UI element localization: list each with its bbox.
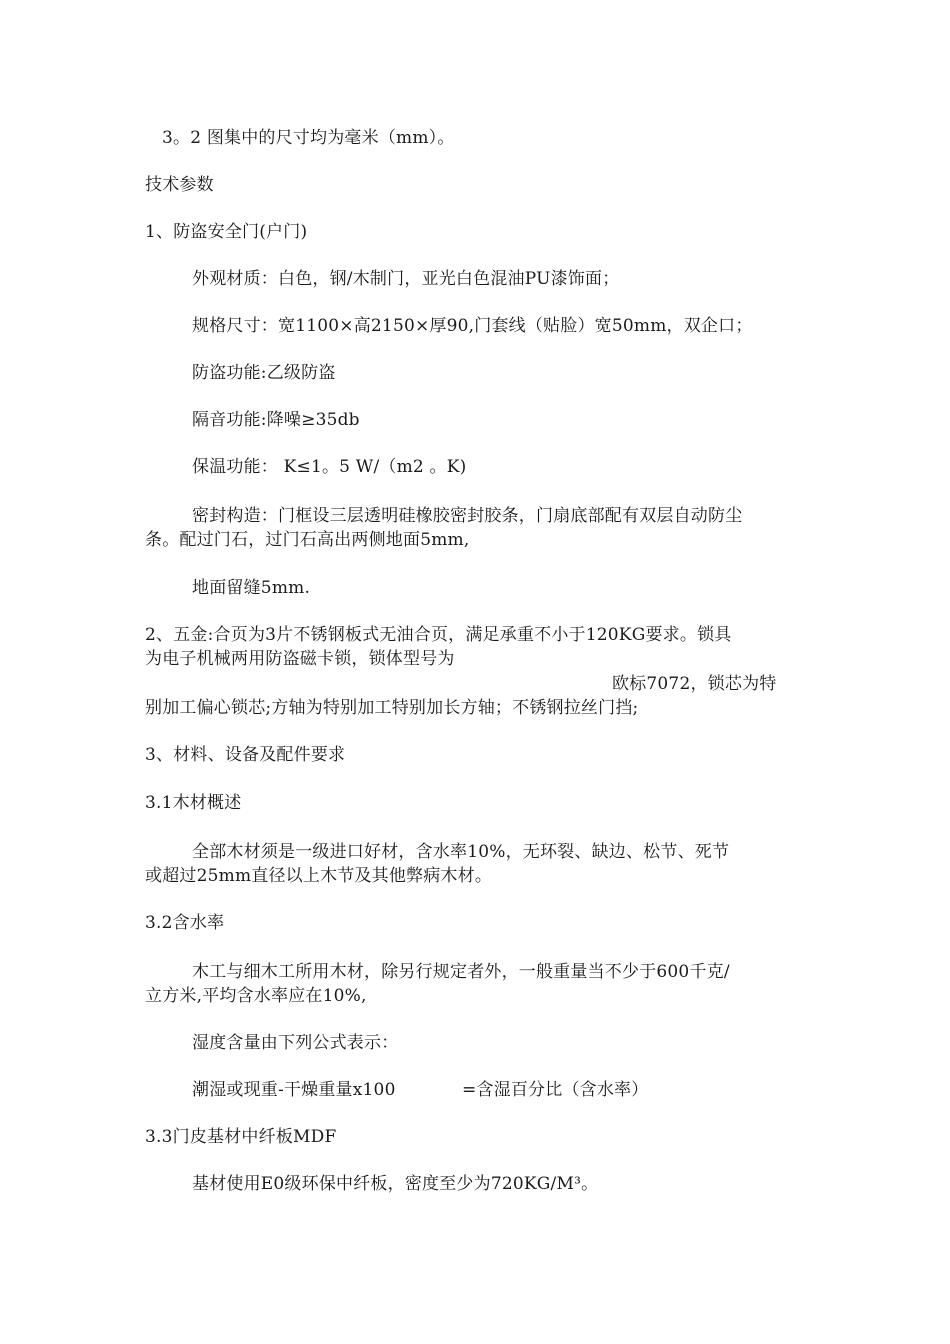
hardware-line-1: 2、五金:合页为3片不锈钢板式无油合页，满足承重不小于120KG要求。锁具 bbox=[145, 625, 732, 645]
seal-line-2: 条。配过门石，过门石高出两侧地面5mm, bbox=[145, 530, 470, 550]
sound-insulation-line: 隔音功能:降噪≥35db bbox=[192, 410, 360, 430]
wood-line-2: 或超过25mm直径以上木节及其他弊病木材。 bbox=[145, 866, 493, 886]
seal-line-1: 密封构造：门框设三层透明硅橡胶密封胶条，门扇底部配有双层自动防尘 bbox=[192, 506, 743, 526]
tech-params-heading: 技术参数 bbox=[145, 175, 214, 195]
anti-theft-line: 防盗功能:乙级防盗 bbox=[192, 363, 336, 383]
hardware-line-4: 别加工偏心锁芯;方轴为特别加工特别加长方轴；不锈钢拉丝门挡; bbox=[145, 698, 639, 718]
formula-right: =含湿百分比（含水率） bbox=[462, 1080, 649, 1100]
floor-gap-line: 地面留缝5mm. bbox=[192, 578, 311, 598]
sub3-2-heading: 3.2含水率 bbox=[145, 913, 225, 933]
section1-heading: 1、防盗安全门(户门) bbox=[145, 222, 308, 242]
sub3-1-heading: 3.1木材概述 bbox=[145, 793, 242, 813]
spec-line: 规格尺寸：宽1100×高2150×厚90,门套线（贴脸）宽50mm，双企口； bbox=[192, 316, 753, 336]
hardware-line-2: 为电子机械两用防盗磁卡锁，锁体型号为 bbox=[145, 649, 455, 669]
humidity-intro: 湿度含量由下列公式表示： bbox=[192, 1033, 399, 1053]
sub3-3-heading: 3.3门皮基材中纤板MDF bbox=[145, 1127, 337, 1147]
wood-line-1: 全部木材须是一级进口好材，含水率10%，无环裂、缺边、松节、死节 bbox=[192, 842, 730, 862]
thermal-line: 保温功能： K≤1。5 W/（m2 。K) bbox=[192, 457, 467, 477]
formula-left: 潮湿或现重-干燥重量x100 bbox=[192, 1080, 396, 1100]
section3-heading: 3、材料、设备及配件要求 bbox=[145, 745, 346, 765]
dimensions-note: 3。2 图集中的尺寸均为毫米（mm）。 bbox=[162, 128, 455, 148]
moisture-line-1: 木工与细木工所用木材，除另行规定者外，一般重量当不少于600千克/ bbox=[192, 962, 730, 982]
moisture-line-2: 立方米,平均含水率应在10%, bbox=[145, 986, 367, 1006]
mdf-line: 基材使用E0级环保中纤板，密度至少为720KG/M³。 bbox=[192, 1174, 599, 1194]
appearance-line: 外观材质：白色，钢/木制门，亚光白色混油PU漆饰面； bbox=[192, 269, 620, 289]
hardware-line-3: 欧标7072，锁芯为特 bbox=[612, 674, 777, 694]
